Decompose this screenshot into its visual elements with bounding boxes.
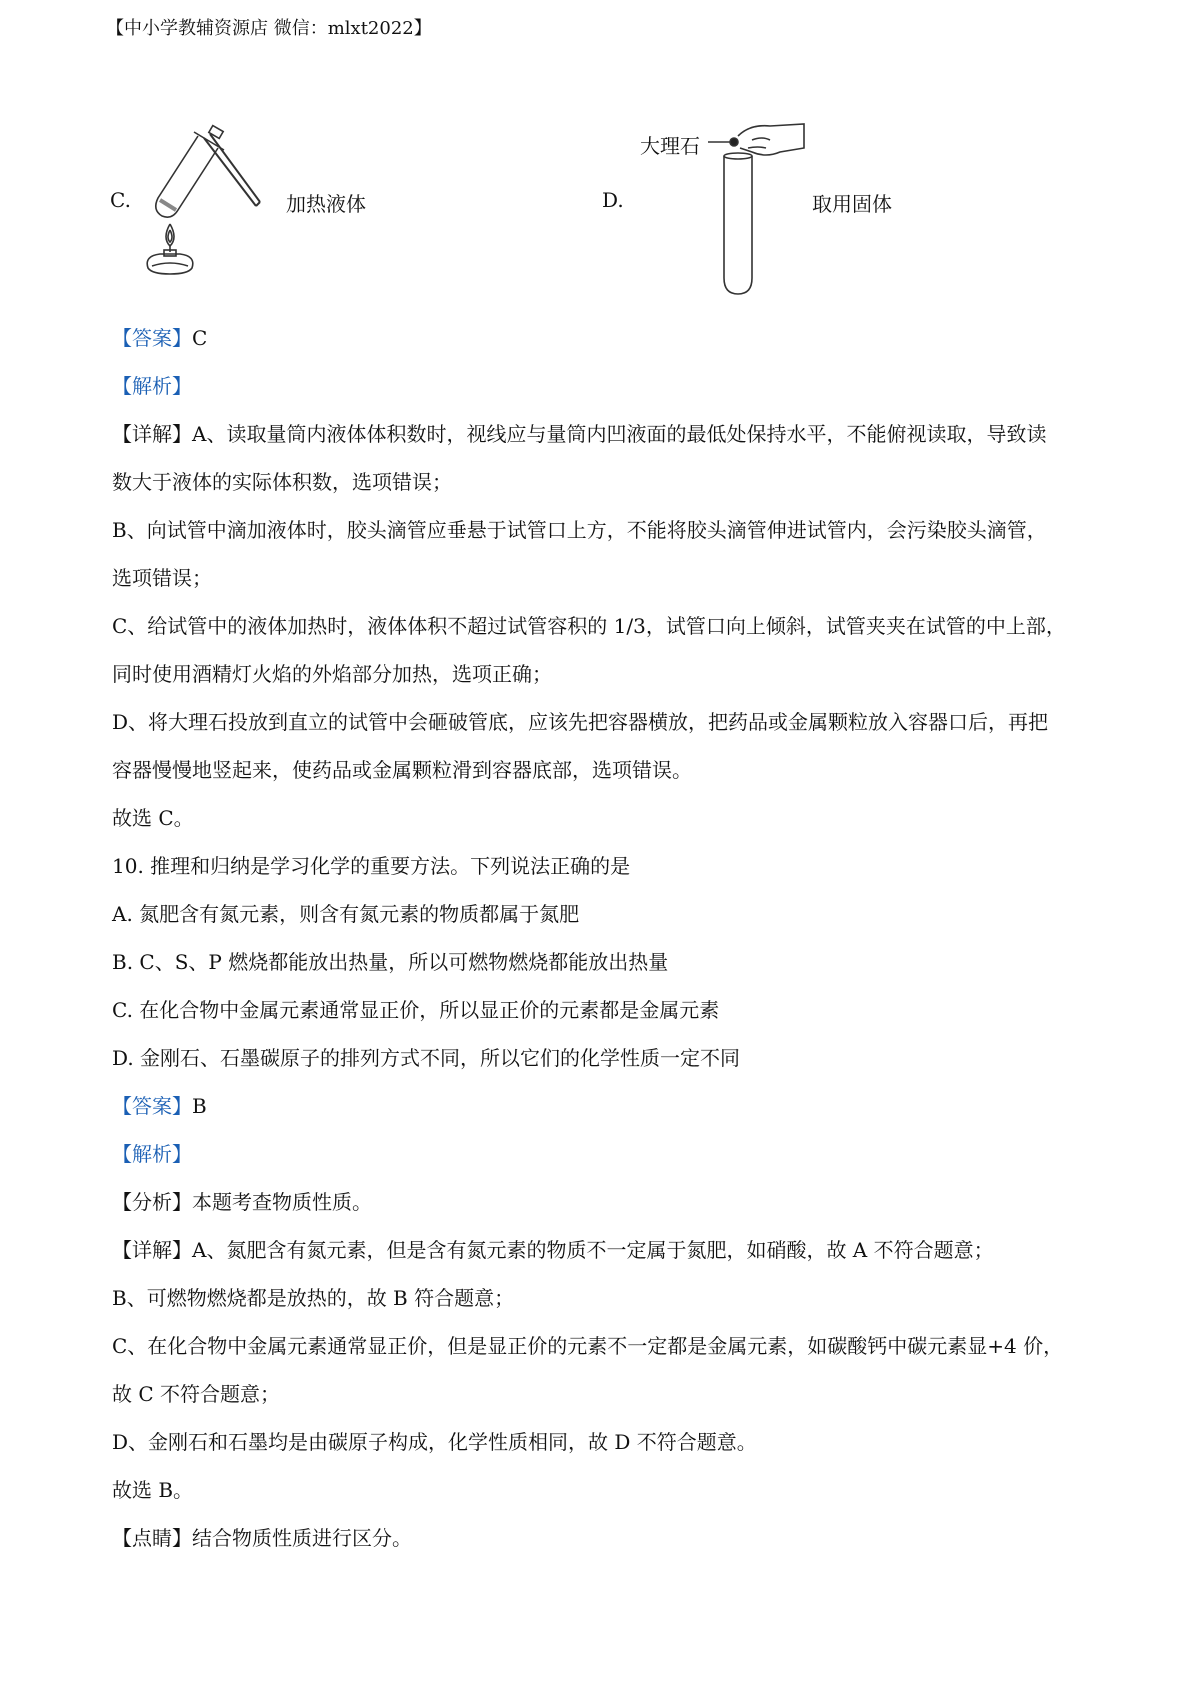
page-header: 【中小学教辅资源店 微信：mlxt2022】	[106, 18, 432, 39]
q9-detail-line-5: C、给试管中的液体加热时，液体体积不超过试管容积的 1/3，试管口向上倾斜，试管夹夹在试管的中上部，	[112, 614, 1066, 638]
q9-detail-line-3: B、向试管中滴加液体时，胶头滴管应垂悬于试管口上方，不能将胶头滴管伸进试管内，会污染胶头滴管，	[112, 518, 1047, 542]
q10-option-c: C. 在化合物中金属元素通常显正价，所以显正价的元素都是金属元素	[112, 998, 720, 1022]
q9-detail-line-4: 选项错误；	[112, 566, 212, 590]
q10-detail-line-3: C、在化合物中金属元素通常显正价，但是显正价的元素不一定都是金属元素，如碳酸钙中碳元素显+4 价，	[112, 1334, 1064, 1358]
q10-answer: 【答案】B	[112, 1094, 207, 1118]
marble-label: 大理石	[640, 134, 700, 158]
q9-analysis-tag: 【解析】	[112, 374, 192, 398]
q9-detail-line-6: 同时使用酒精灯火焰的外焰部分加热，选项正确；	[112, 662, 552, 686]
q10-fenxi: 【分析】本题考查物质性质。	[112, 1190, 372, 1214]
heating-liquid-caption: 加热液体	[286, 192, 366, 216]
q10-conclusion: 故选 B。	[112, 1478, 194, 1502]
heating-liquid-figure	[138, 128, 278, 278]
q9-detail-line-1: 【详解】A、读取量筒内液体体积数时，视线应与量筒内凹液面的最低处保持水平，不能俯视读取，导致读	[112, 422, 1047, 446]
option-d-label: D.	[602, 188, 624, 212]
q9-conclusion: 故选 C。	[112, 806, 194, 830]
q10-detail-line-5: D、金刚石和石墨均是由碳原子构成，化学性质相同，故 D 不符合题意。	[112, 1430, 757, 1454]
taking-solid-figure	[700, 118, 810, 298]
q9-answer: 【答案】C	[112, 326, 208, 350]
q10-detail-line-4: 故 C 不符合题意；	[112, 1382, 281, 1406]
q10-detail-line-2: B、可燃物燃烧都是放热的，故 B 符合题意；	[112, 1286, 515, 1310]
taking-solid-caption: 取用固体	[812, 192, 892, 216]
q10-stem: 10. 推理和归纳是学习化学的重要方法。下列说法正确的是	[112, 854, 631, 878]
q10-detail-line-1: 【详解】A、氮肥含有氮元素，但是含有氮元素的物质不一定属于氮肥，如硝酸，故 A 不符合题意；	[112, 1238, 994, 1262]
q10-dianjing: 【点睛】结合物质性质进行区分。	[112, 1526, 412, 1550]
q9-detail-line-7: D、将大理石投放到直立的试管中会砸破管底，应该先把容器横放，把药品或金属颗粒放入容器口后，再把	[112, 710, 1049, 734]
q9-detail-line-8: 容器慢慢地竖起来，使药品或金属颗粒滑到容器底部，选项错误。	[112, 758, 692, 782]
q10-option-a: A. 氮肥含有氮元素，则含有氮元素的物质都属于氮肥	[112, 902, 580, 926]
q10-option-b: B. C、S、P 燃烧都能放出热量，所以可燃物燃烧都能放出热量	[112, 950, 669, 974]
q9-detail-line-2: 数大于液体的实际体积数，选项错误；	[112, 470, 452, 494]
q10-analysis-tag: 【解析】	[112, 1142, 192, 1166]
q10-option-d: D. 金刚石、石墨碳原子的排列方式不同，所以它们的化学性质一定不同	[112, 1046, 741, 1070]
option-c-label: C.	[110, 188, 131, 212]
